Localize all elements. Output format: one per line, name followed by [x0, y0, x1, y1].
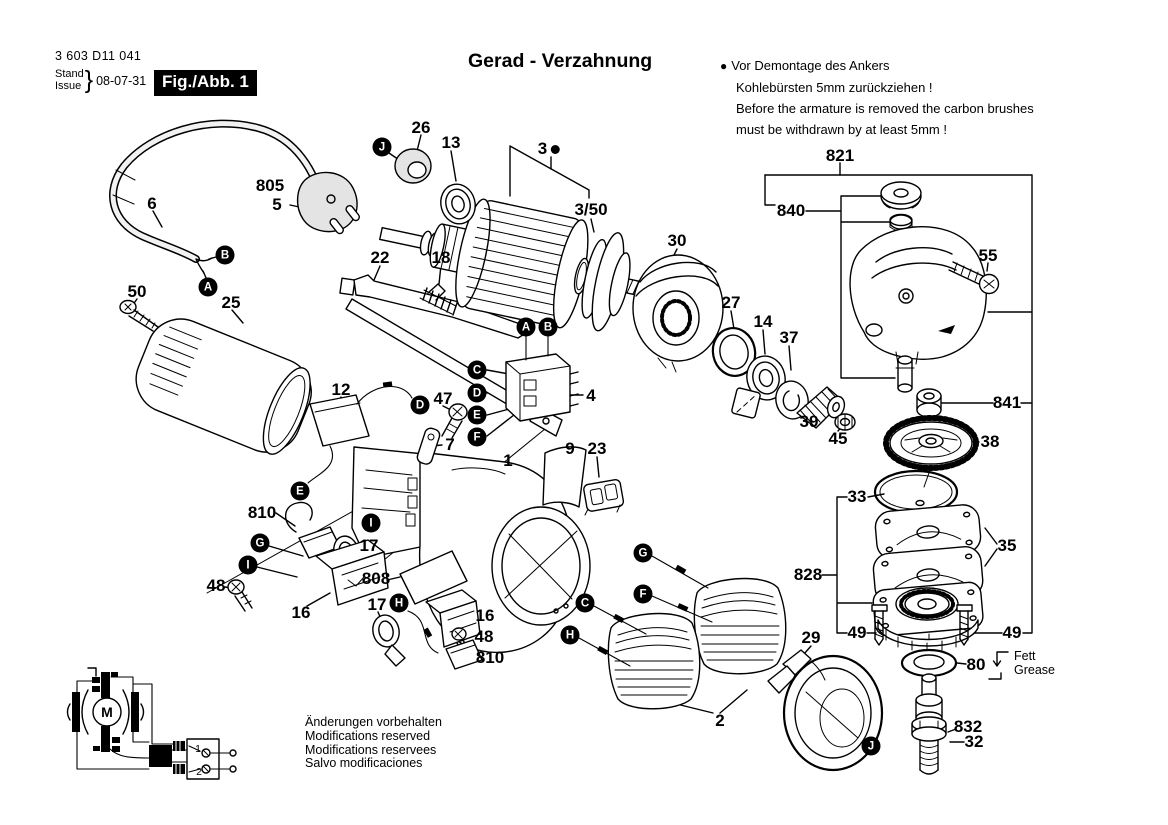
part-label-26: 26: [411, 118, 431, 137]
part-label-3: 3: [538, 139, 560, 159]
figure-badge: Fig./Abb. 1: [154, 70, 257, 96]
callout-E: E: [468, 406, 487, 425]
notice-en-line2: must be withdrawn by at least 5mm !: [736, 122, 947, 137]
filled-dot-icon: [551, 145, 560, 154]
callout-B: B: [216, 246, 235, 265]
part-label-48: 48: [474, 627, 494, 646]
part-label-808: 808: [361, 569, 391, 588]
grease-note-de: Fett: [1014, 649, 1036, 663]
part-label-810: 810: [475, 648, 505, 667]
part-label-32: 32: [964, 732, 984, 751]
part-label-841: 841: [992, 393, 1022, 412]
brace-glyph: }: [84, 66, 94, 94]
callout-D: D: [411, 396, 430, 415]
part-label-2: 2: [715, 711, 725, 730]
part-label-805: 805: [255, 176, 285, 195]
part-label-22: 22: [370, 248, 390, 267]
callout-J: J: [862, 737, 881, 756]
part-label-810: 810: [247, 503, 277, 522]
part-label-3/50: 3/50: [574, 200, 608, 219]
callout-H: H: [390, 594, 409, 613]
callout-C: C: [576, 594, 595, 613]
part-label-1: 1: [503, 451, 513, 470]
page-title: Gerad - Verzahnung: [468, 50, 653, 72]
part-label-29: 29: [801, 628, 821, 647]
callout-G: G: [251, 534, 270, 553]
callout-C: C: [468, 361, 487, 380]
grease-note: [1014, 649, 1055, 677]
part-label-35: 35: [997, 536, 1017, 555]
callout-G: G: [634, 544, 653, 563]
part-label-18: 18: [431, 248, 451, 267]
part-label-48: 48: [206, 576, 226, 595]
revision-note: [305, 716, 442, 771]
callout-F: F: [468, 428, 487, 447]
part-label-30: 30: [667, 231, 687, 250]
part-label-14: 14: [753, 312, 773, 331]
part-label-25: 25: [221, 293, 241, 312]
part-label-5: 5: [272, 195, 282, 214]
part-label-832: 832: [953, 717, 983, 736]
callout-B: B: [539, 318, 558, 337]
part-label-37: 37: [779, 328, 799, 347]
callout-I: I: [362, 514, 381, 533]
issue-date: 08-07-31: [96, 73, 147, 88]
part-label-828: 828: [793, 565, 823, 584]
part-label-16: 16: [291, 603, 311, 622]
motor-label: M: [101, 704, 113, 720]
callout-F: F: [634, 585, 653, 604]
part-label-9: 9: [565, 439, 575, 458]
stand-label: Stand: [55, 68, 84, 80]
callout-J: J: [373, 138, 392, 157]
switch-terminal-2-label: 2: [196, 766, 202, 778]
part-label-4: 4: [586, 386, 596, 405]
part-label-50: 50: [127, 282, 147, 301]
part-label-38: 38: [980, 432, 1000, 451]
part-label-45: 45: [828, 429, 848, 448]
revision-line-fr: Modifications reservees: [305, 742, 437, 757]
part-label-821: 821: [825, 146, 855, 165]
part-label-23: 23: [587, 439, 607, 458]
issue-date-block: [55, 66, 146, 95]
part-label-16: 16: [475, 606, 495, 625]
part-label-17: 17: [359, 536, 379, 555]
part-label-13: 13: [441, 133, 461, 152]
part-label-49: 49: [1002, 623, 1022, 642]
notice-en-line1: Before the armature is removed the carbon brushes: [736, 101, 1034, 116]
part-label-39: 39: [799, 412, 819, 431]
notice-de-line1: Vor Demontage des Ankers: [731, 58, 890, 73]
part-label-49: 49: [847, 623, 867, 642]
switch-terminal-1-label: 1: [195, 743, 201, 755]
part-label-47: 47: [433, 389, 453, 408]
part-label-80: 80: [966, 655, 986, 674]
part-label-7: 7: [445, 435, 455, 454]
revision-line-en: Modifications reserved: [305, 728, 431, 743]
part-label-6: 6: [147, 194, 157, 213]
revision-line-de: Änderungen vorbehalten: [305, 715, 442, 729]
issue-label: Issue: [55, 79, 82, 92]
callout-A: A: [199, 278, 218, 297]
notice-de-line2: Kohlebürsten 5mm zurückziehen !: [736, 80, 933, 95]
bullet-icon: ●: [720, 59, 728, 73]
document-number: 3 603 D11 041: [55, 49, 142, 63]
part-label-840: 840: [776, 201, 806, 220]
part-label-12: 12: [331, 380, 351, 399]
callout-I: I: [239, 556, 258, 575]
grease-note-en: Grease: [1014, 663, 1055, 677]
callout-D: D: [468, 384, 487, 403]
callout-A: A: [517, 318, 536, 337]
part-label-55: 55: [978, 246, 998, 265]
callout-E: E: [291, 482, 310, 501]
part-label-33: 33: [847, 487, 867, 506]
callout-H: H: [561, 626, 580, 645]
part-label-27: 27: [721, 293, 741, 312]
warning-note: [720, 55, 1034, 140]
revision-line-es: Salvo modificaciones: [305, 756, 423, 771]
part-label-17: 17: [367, 595, 387, 614]
